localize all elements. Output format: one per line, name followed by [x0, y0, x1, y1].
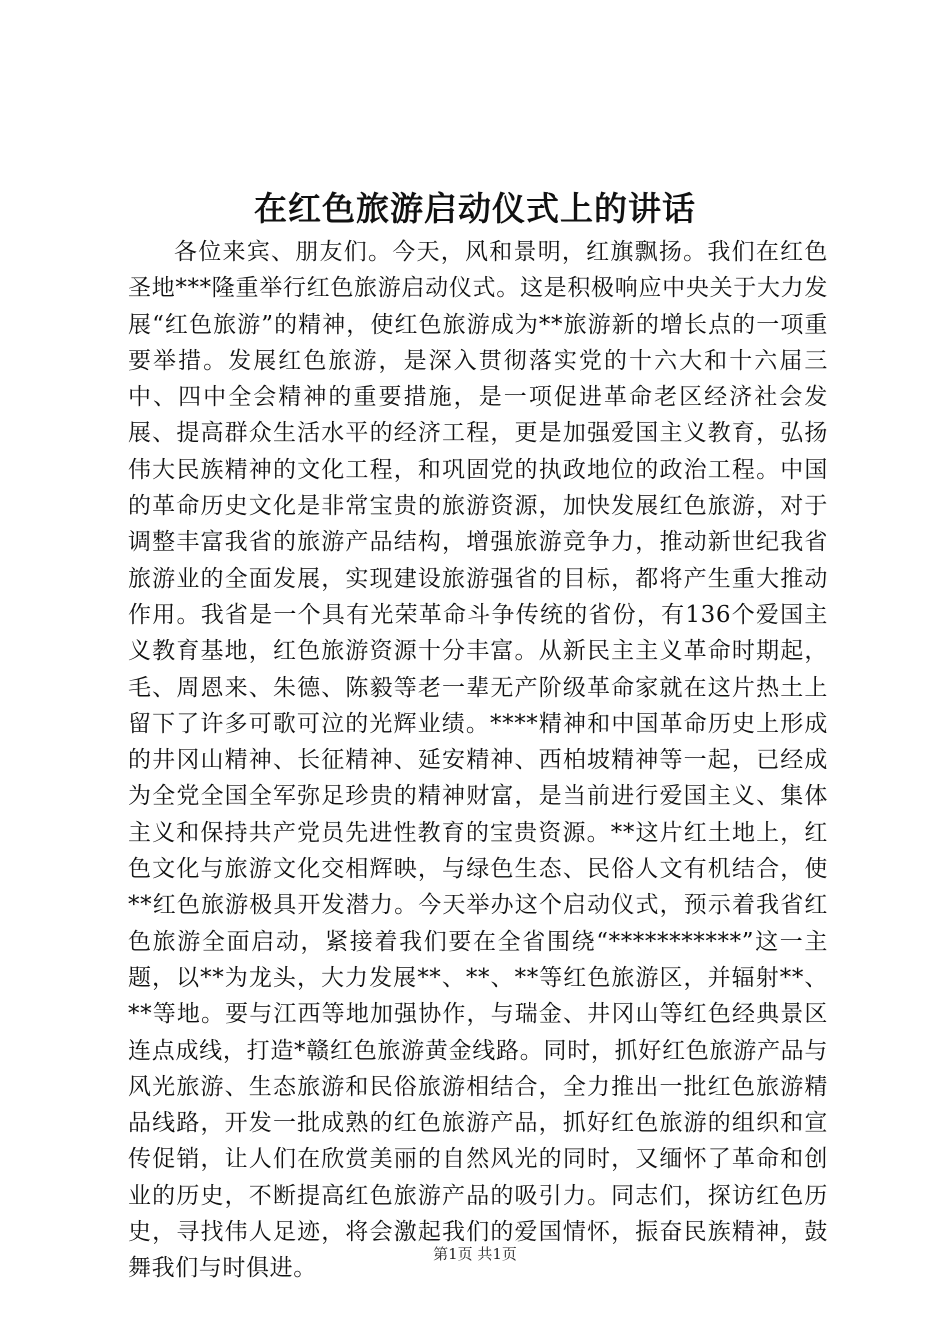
speech-paragraph: 各位来宾、朋友们。今天，风和景明，红旗飘扬。我们在红色圣地***隆重举行红色旅游启动仪式。这是积极响应中央关于大力发展“红色旅游”的精神，使红色旅游成为**旅游新的增长点的一项重要举措。发展红色旅游，是深入贯彻落实党的十六大和十六届三中、四中全会精神的重要措施，是一项促进革命老区经济社会发展、提高群众生活水平的经济工程，更是加强爱国主义教育，弘扬伟大民族精神的文化工程，和巩固党的执政地位的政治工程。中国的革命历史文化是非常宝贵的旅游资源，加快发展红色旅游，对于调整丰富我省的旅游产品结构，增强旅游竞争力，推动新世纪我省旅游业的全面发展，实现建设旅游强省的目标，都将产生重大推动作用。我省是一个具有光荣革命斗争传统的省份，有136个爱国主义教育基地，红色旅游资源十分丰富。从新民主主义革命时期起，毛、周恩来、朱德、陈毅等老一辈无产阶级革命家就在这片热土上留下了许多可歌可泣的光辉业绩。****精神和中国革命历史上形成的井冈山精神、长征精神、延安精神、西柏坡精神等一起，已经成为全党全国全军弥足珍贵的精神财富，是当前进行爱国主义、集体主义和保持共产党员先进性教育的宝贵资源。**这片红土地上，红色文化与旅游文化交相辉映，与绿色生态、民俗人文有机结合，使**红色旅游极具开发潜力。今天举办这个启动仪式，预示着我省红色旅游全面启动，紧接着我们要在全省围绕“***********”这一主题，以**为龙头，大力发展**、**、**等红色旅游区，并辐射**、**等地。要与江西等地加强协作，与瑞金、井冈山等红色经典景区连点成线，打造*赣红色旅游黄金线路。同时，抓好红色旅游产品与风光旅游、生态旅游和民俗旅游相结合，全力推出一批红色旅游精品线路，开发一批成熟的红色旅游产品，抓好红色旅游的组织和宣传促销，让人们在欣赏美丽的自然风光的同时，又缅怀了革命和创业的历史，不断提高红色旅游产品的吸引力。同志们，探访红色历史，寻找伟人足迹，将会激起我们的爱国情怀，振奋民族精神，鼓舞我们与时俱进。: [128, 239, 828, 1282]
page-footer: 第1页 共1页: [433, 1245, 517, 1263]
document-title: 在红色旅游启动仪式上的讲话: [254, 189, 696, 228]
